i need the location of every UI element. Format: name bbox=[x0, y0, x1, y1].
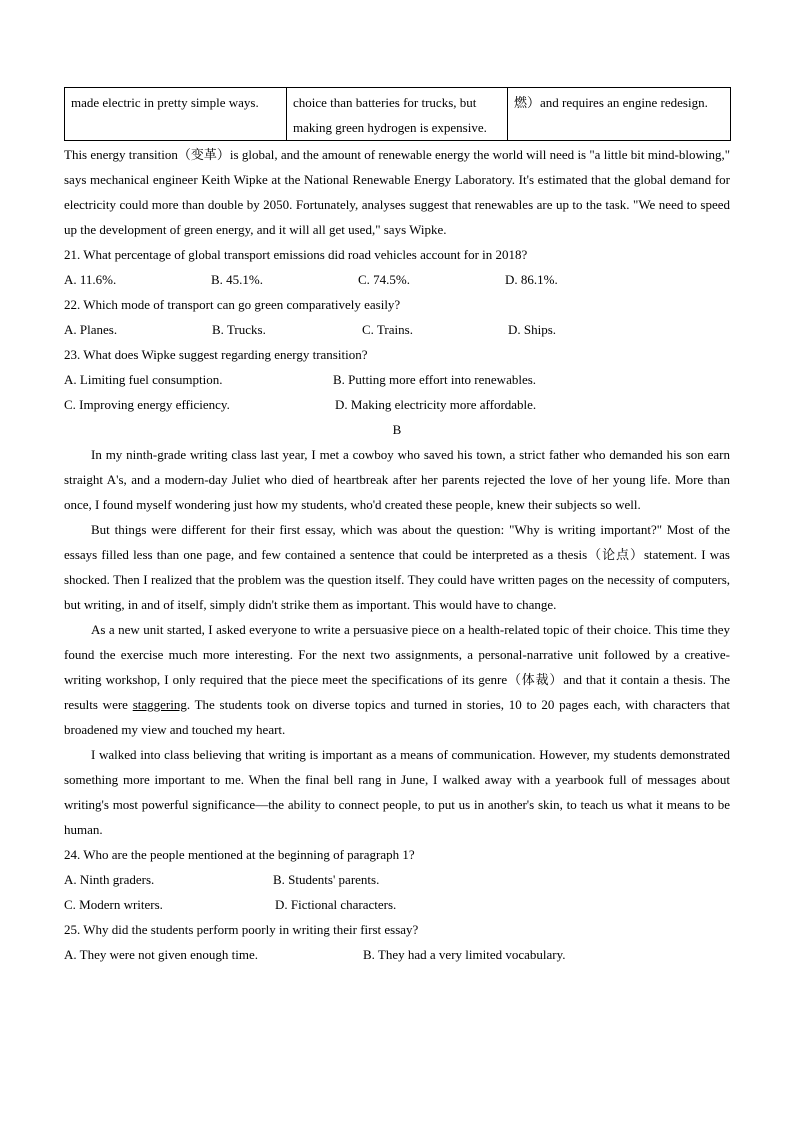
question-24-options-row1 bbox=[64, 867, 730, 892]
passage-b-paragraph-4: I walked into class believing that writing is important as a means of communication. However, my students demonstrated something more important to me. When the final bell rang in June, I walked away with a yearbook full of messages about writing's most powerful significance—the ability to connect people, to put us in another's skin, to teach us what it means to be human. bbox=[64, 747, 730, 837]
continued-table bbox=[64, 87, 731, 141]
question-24-stem: 24. Who are the people mentioned at the beginning of paragraph 1? bbox=[64, 847, 415, 862]
underlined-word: staggering bbox=[132, 697, 187, 712]
question-23-options-row1 bbox=[64, 367, 730, 392]
question-24-options-row2 bbox=[64, 892, 730, 917]
table-cell-trucks: choice than batteries for trucks, but making green hydrogen is expensive. bbox=[287, 88, 508, 141]
q24-option-b[interactable]: B. Students' parents. bbox=[273, 872, 380, 887]
question-23-options-row2 bbox=[64, 392, 730, 417]
q22-option-d[interactable]: D. Ships. bbox=[508, 322, 557, 337]
q22-option-c[interactable]: C. Trains. bbox=[362, 322, 413, 337]
question-22-options bbox=[64, 317, 730, 342]
q25-option-a[interactable]: A. They were not given enough time. bbox=[64, 947, 258, 962]
question-25-options-row1 bbox=[64, 942, 730, 967]
q21-option-b[interactable]: B. 45.1%. bbox=[211, 272, 263, 287]
question-21-options bbox=[64, 267, 730, 292]
q21-option-a[interactable]: A. 11.6%. bbox=[64, 272, 117, 287]
exam-page bbox=[64, 87, 730, 967]
passage-a-closing-paragraph: This energy transition（变革）is global, and the amount of renewable energy the world will need is "a little bit mind-blowing," says mechanical engineer Keith Wipke at the National Renewable Energy Laboratory. It's estimated that the global demand for electricity could more than double by 2050. Fortunately, analyses suggest that renewables are up to the task. "We need to speed up the development of green energy, and it will all get used," says Wipke. bbox=[64, 147, 730, 237]
section-b-title: B bbox=[392, 422, 402, 437]
passage-b-paragraph-3 bbox=[64, 617, 730, 742]
q24-option-a[interactable]: A. Ninth graders. bbox=[64, 872, 155, 887]
q25-option-b[interactable]: B. They had a very limited vocabulary. bbox=[363, 947, 566, 962]
question-23-stem: 23. What does Wipke suggest regarding energy transition? bbox=[64, 347, 368, 362]
q21-option-c[interactable]: C. 74.5%. bbox=[358, 272, 410, 287]
q22-option-a[interactable]: A. Planes. bbox=[64, 322, 118, 337]
q24-option-c[interactable]: C. Modern writers. bbox=[64, 897, 163, 912]
table-cell-ships: 燃）and requires an engine redesign. bbox=[508, 88, 731, 141]
q24-option-d[interactable]: D. Fictional characters. bbox=[275, 897, 397, 912]
question-21-stem: 21. What percentage of global transport emissions did road vehicles account for in 2018? bbox=[64, 247, 528, 262]
q23-option-a[interactable]: A. Limiting fuel consumption. bbox=[64, 372, 223, 387]
paragraph-3-text-before: As a new unit started, I asked everyone to write a persuasive piece on a health-related topic of their choice. This time they found the exercise much more interesting. For the next two assignments, a personal-narrative unit followed by a creative-writing workshop, I only required that the piece meet the specifications of its genre（体裁）and that it contain a thesis. The results were bbox=[64, 622, 730, 712]
q23-option-b[interactable]: B. Putting more effort into renewables. bbox=[333, 372, 537, 387]
passage-b-paragraph-1: In my ninth-grade writing class last year, I met a cowboy who saved his town, a strict father who demanded his son earn straight A's, and a modern-day Juliet who died of heartbreak after her parents rejected the love of her young life. More than once, I found myself wondering just how my students, who'd created these people, knew their subjects so well. bbox=[64, 447, 730, 512]
passage-b-paragraph-2: But things were different for their first essay, which was about the question: "Why is writing important?" Most of the essays filled less than one page, and few contained a sentence that could be interpreted as a thesis（论点）statement. I was shocked. Then I realized that the problem was the question itself. They could have written pages on the necessity of computers, but writing, in and of itself, simply didn't strike them as important. This would have to change. bbox=[64, 522, 730, 612]
paragraph-3-text-after: . The students took on diverse topics and turned in stories, 10 to 20 pages each, with characters that broadened my view and touched my heart. bbox=[64, 697, 731, 737]
question-22-stem: 22. Which mode of transport can go green comparatively easily? bbox=[64, 297, 401, 312]
table-cell-road: made electric in pretty simple ways. bbox=[65, 88, 287, 141]
q21-option-d[interactable]: D. 86.1%. bbox=[505, 272, 558, 287]
q23-option-c[interactable]: C. Improving energy efficiency. bbox=[64, 397, 230, 412]
q22-option-b[interactable]: B. Trucks. bbox=[212, 322, 266, 337]
question-25-stem: 25. Why did the students perform poorly in writing their first essay? bbox=[64, 922, 419, 937]
q23-option-d[interactable]: D. Making electricity more affordable. bbox=[335, 397, 537, 412]
table-row bbox=[65, 88, 731, 141]
